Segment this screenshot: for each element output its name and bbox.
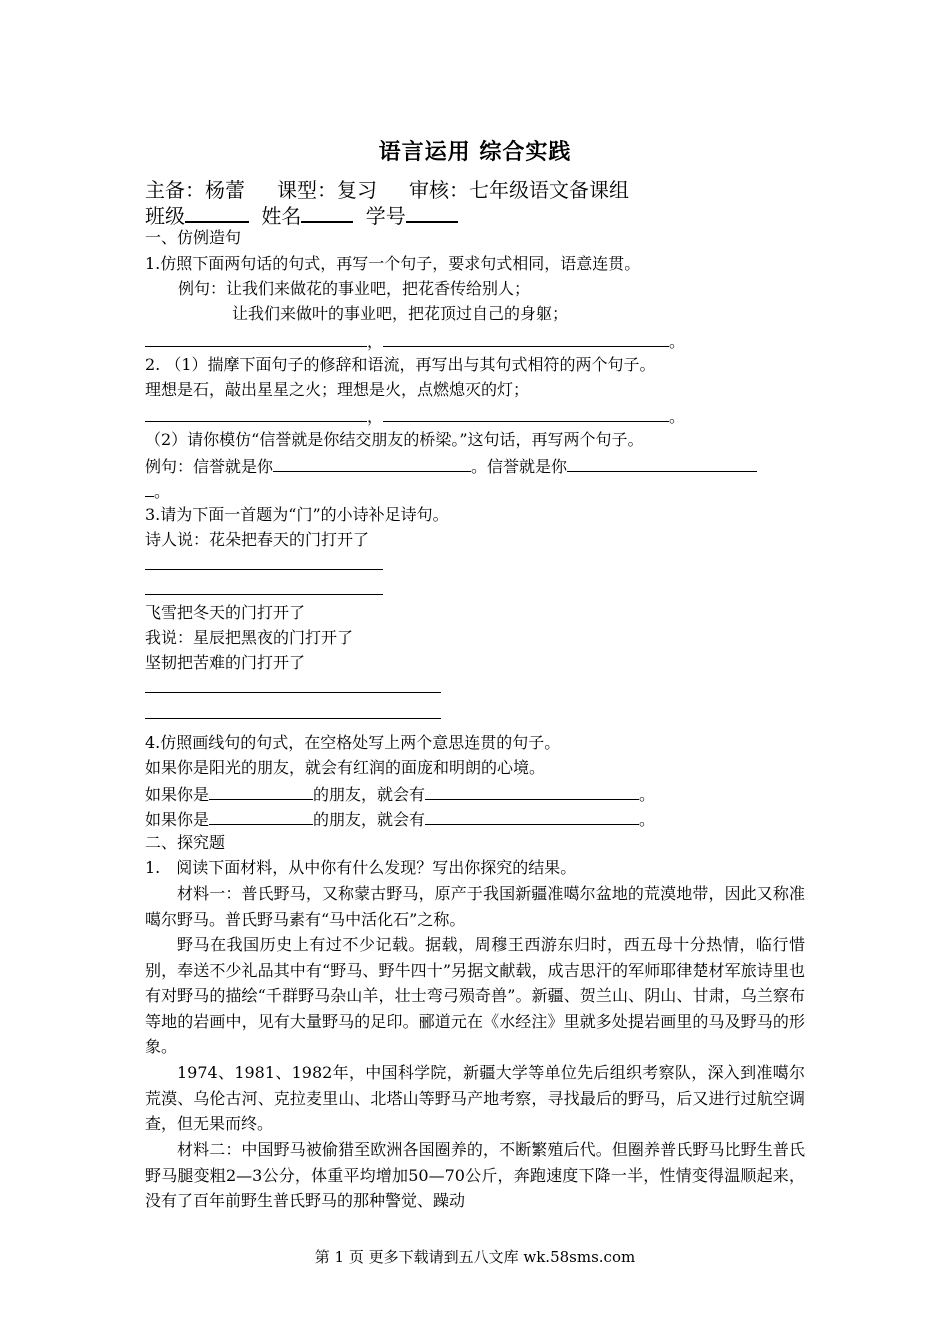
poem-line-4: 坚韧把苦难的门打开了 xyxy=(145,653,306,672)
class-blank[interactable] xyxy=(185,203,249,223)
comma: ， xyxy=(367,332,384,351)
material-1-paragraph-3: 1974、1981、1982年，中国科学院，新疆大学等单位先后组织考察队，深入到准噶尔荒漠、乌伦古河、克拉麦里山、北塔山等野马产地考察，寻找最后的野马，后又进行过航空调查，但无果而终。 xyxy=(145,1063,805,1133)
q2-part2-blank-1[interactable] xyxy=(273,455,471,472)
q4-friend-text: 的朋友，就会有 xyxy=(313,810,426,829)
class-label: 班级 xyxy=(145,204,185,228)
page-title: 语言运用 综合实践 xyxy=(378,139,572,165)
q4-blank-2b[interactable] xyxy=(425,808,639,825)
q2-part2-text: （2）请你模仿“信誉就是你结交朋友的桥梁。”这句话，再写两个句子。 xyxy=(145,430,644,449)
q1-answer-blank-2[interactable] xyxy=(383,330,669,347)
poem-answer-line-1[interactable] xyxy=(145,569,383,570)
page-footer: 第 1 页 更多下载请到五八文库 wk.58sms.com xyxy=(314,1248,636,1266)
q2-part2-example-row xyxy=(145,455,757,477)
q4-if-you-are: 如果你是 xyxy=(145,785,210,804)
period: 。 xyxy=(669,332,686,351)
number-blank[interactable] xyxy=(406,203,458,223)
student-info-row xyxy=(145,200,458,229)
q4-if-you-are: 如果你是 xyxy=(145,810,210,829)
period: 。 xyxy=(639,785,656,804)
q4-blank-row-1 xyxy=(145,783,655,805)
period: 。 xyxy=(639,810,656,829)
poem-answer-line-2[interactable] xyxy=(145,594,383,595)
q4-blank-2a[interactable] xyxy=(209,808,313,825)
number-label: 学号 xyxy=(365,204,406,228)
q2-example-line: 理想是石，敲出星星之火；理想是火，点燃熄灭的灯； xyxy=(145,380,530,399)
editor-label: 主备：杨蕾 xyxy=(145,178,245,202)
q1-answer-row xyxy=(145,330,685,352)
q1-text: 1.仿照下面两句话的句式，再写一个句子，要求句式相同，语意连贯。 xyxy=(145,254,641,273)
q4-blank-1b[interactable] xyxy=(425,783,639,800)
header-info-row xyxy=(145,174,629,203)
material-2-paragraph: 材料二：中国野马被偷猎至欧洲各国圈养的，不断繁殖后代。但圈养普氏野马比野生普氏野马腿变粗2—3公分，体重平均增加50—70公斤，奔跑速度下降一半，性情变得温顺起来，没有了百年前野生普氏野马的那种警觉、躁动 xyxy=(145,1140,805,1210)
section1-heading: 一、仿例造句 xyxy=(145,228,242,247)
q2-part2-blank-3[interactable] xyxy=(145,480,154,497)
q2-tail: 。 xyxy=(154,482,171,501)
q4-example-line: 如果你是阳光的朋友，就会有红润的面庞和明朗的心境。 xyxy=(145,758,546,777)
poem-line-2: 飞雪把冬天的门打开了 xyxy=(145,603,306,622)
q2-example-b: 。信誉就是你 xyxy=(471,457,568,476)
lesson-type-label: 课型：复习 xyxy=(277,178,377,202)
q4-text: 4.仿照画线句的句式，在空格处写上两个意思连贯的句子。 xyxy=(145,733,561,752)
poem-line-1: 诗人说：花朵把春天的门打开了 xyxy=(145,530,370,549)
q4-friend-text: 的朋友，就会有 xyxy=(313,785,426,804)
q1-answer-blank-1[interactable] xyxy=(145,330,367,347)
section2-heading: 二、探究题 xyxy=(145,833,226,852)
q2-example-a: 例句：信誉就是你 xyxy=(145,457,274,476)
q2-part2-blank-2[interactable] xyxy=(567,455,757,472)
section2-q1: 1. 阅读下面材料，从中你有什么发现？写出你探究的结果。 xyxy=(145,858,577,877)
q1-example-1: 例句：让我们来做花的事业吧，把花香传给别人； xyxy=(178,279,531,298)
q2-part2-tail-row xyxy=(145,480,170,502)
comma: ， xyxy=(367,407,384,426)
reviewer-label: 审核：七年级语文备课组 xyxy=(409,178,629,202)
q2-answer-blank-1[interactable] xyxy=(145,405,367,422)
material-1-paragraph: 材料一：普氏野马，又称蒙古野马，原产于我国新疆准噶尔盆地的荒漠地带，因此又称准噶尔野马。普氏野马素有“马中活化石”之称。 xyxy=(145,884,805,929)
period: 。 xyxy=(669,407,686,426)
q3-text: 3.请为下面一首题为“门”的小诗补足诗句。 xyxy=(145,505,449,524)
poem-answer-line-4[interactable] xyxy=(145,718,441,719)
poem-line-3: 我说：星辰把黑夜的门打开了 xyxy=(145,628,354,647)
name-blank[interactable] xyxy=(301,203,353,223)
q2-answer-row xyxy=(145,405,685,427)
q4-blank-row-2 xyxy=(145,808,655,830)
name-label: 姓名 xyxy=(261,204,302,228)
q1-example-2: 让我们来做叶的事业吧，把花顶过自己的身躯； xyxy=(232,304,569,323)
poem-answer-line-3[interactable] xyxy=(145,692,441,693)
q2-text: 2. （1）揣摩下面句子的修辞和语流，再写出与其句式相符的两个句子。 xyxy=(145,355,656,374)
q4-blank-1a[interactable] xyxy=(209,783,313,800)
q2-answer-blank-2[interactable] xyxy=(383,405,669,422)
material-1-paragraph-2: 野马在我国历史上有过不少记载。据载，周穆王西游东归时，西五母十分热情，临行惜别，奉送不少礼品其中有“野马、野牛四十”另据文献载，成吉思汗的军师耶律楚材军旅诗里也有对野马的描绘“千群野马杂山羊，壮士弯弓殒奇兽”。新疆、贺兰山、阴山、甘肃，乌兰察布等地的岩画中，见有大量野马的足印。郦道元在《水经注》里就多处提岩画里的马及野马的形象。 xyxy=(145,935,805,1056)
